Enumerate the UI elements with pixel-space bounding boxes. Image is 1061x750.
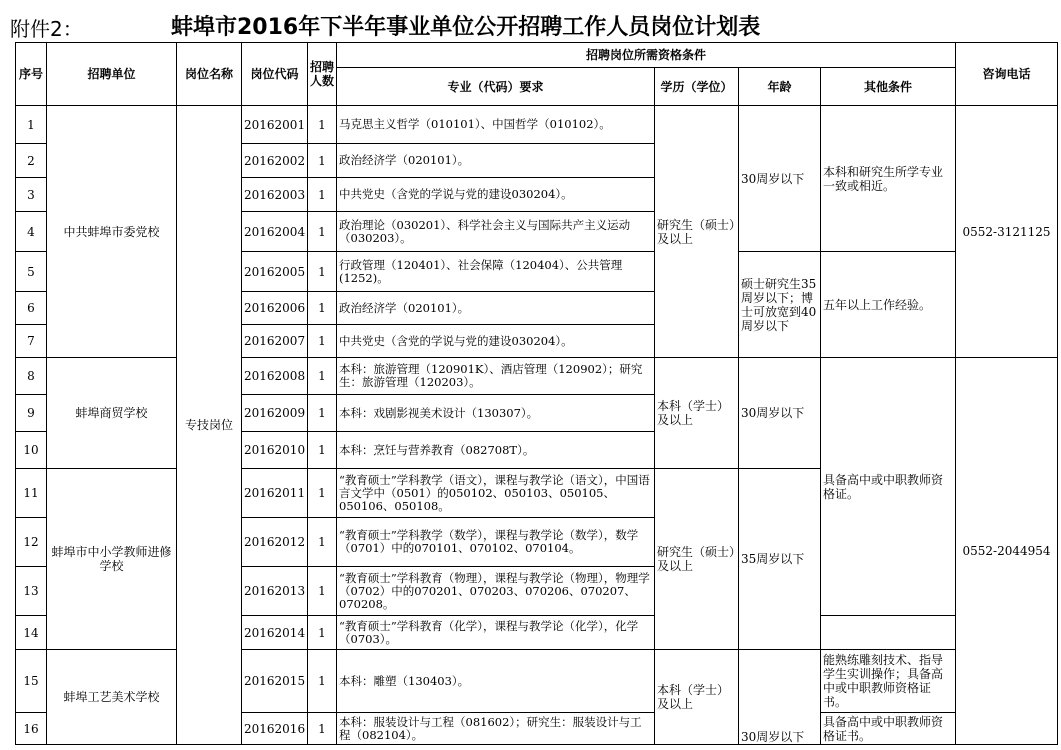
age-cell: 30周岁以下 bbox=[739, 650, 821, 745]
count-cell: 1 bbox=[308, 292, 337, 325]
major-cell: “教育硕士”学科教育（物理），课程与教学论（物理），物理学（0702）中的070201、070203、070206、070207、070208。 bbox=[337, 567, 655, 616]
age-cell: 35周岁以下 bbox=[739, 469, 821, 650]
post-code-cell: 20162008 bbox=[242, 358, 308, 395]
unit-cell: 蚌埠工艺美术学校 bbox=[47, 650, 177, 745]
education-cell: 本科（学士）及以上 bbox=[655, 650, 739, 745]
attachment-label: 附件2： bbox=[10, 17, 83, 41]
post-code-cell: 20162007 bbox=[242, 325, 308, 358]
seq-cell: 16 bbox=[16, 713, 47, 745]
education-cell: 研究生（硕士）及以上 bbox=[655, 469, 739, 650]
post-name-cell: 专技岗位 bbox=[177, 106, 242, 745]
post-code-cell: 20162010 bbox=[242, 432, 308, 469]
count-cell: 1 bbox=[308, 469, 337, 518]
recruitment-table bbox=[15, 42, 1058, 745]
seq-cell: 6 bbox=[16, 292, 47, 325]
header-post-code: 岗位代码 bbox=[242, 43, 308, 106]
table-row bbox=[16, 106, 1058, 144]
count-cell: 1 bbox=[308, 212, 337, 252]
count-cell: 1 bbox=[308, 567, 337, 616]
count-cell: 1 bbox=[308, 713, 337, 745]
count-cell: 1 bbox=[308, 144, 337, 178]
header-other: 其他条件 bbox=[821, 68, 956, 106]
unit-cell: 中共蚌埠市委党校 bbox=[47, 106, 177, 358]
major-cell: 政治经济学（020101）。 bbox=[337, 292, 655, 325]
seq-cell: 1 bbox=[16, 106, 47, 144]
post-code-cell: 20162016 bbox=[242, 713, 308, 745]
table-row bbox=[16, 650, 1058, 713]
post-code-cell: 20162015 bbox=[242, 650, 308, 713]
post-code-cell: 20162013 bbox=[242, 567, 308, 616]
unit-cell: 蚌埠市中小学教师进修学校 bbox=[47, 469, 177, 650]
major-cell: 中共党史（含党的学说与党的建设030204）。 bbox=[337, 178, 655, 212]
seq-cell: 8 bbox=[16, 358, 47, 395]
major-cell: 马克思主义哲学（010101）、中国哲学（010102）。 bbox=[337, 106, 655, 144]
post-code-cell: 20162014 bbox=[242, 616, 308, 650]
header-age: 年龄 bbox=[739, 68, 821, 106]
post-code-cell: 20162003 bbox=[242, 178, 308, 212]
seq-cell: 7 bbox=[16, 325, 47, 358]
seq-cell: 5 bbox=[16, 252, 47, 292]
other-cell: 能熟练雕刻技术、指导学生实训操作；具备高中或中职教师资格证书。 bbox=[821, 650, 956, 713]
count-cell: 1 bbox=[308, 252, 337, 292]
major-cell: 本科：服装设计与工程（081602）；研究生：服装设计与工程（082104）。 bbox=[337, 713, 655, 745]
age-cell: 30周岁以下 bbox=[739, 106, 821, 252]
page-title: 蚌埠市2016年下半年事业单位公开招聘工作人员岗位计划表 bbox=[171, 15, 761, 40]
major-cell: 中共党史（含党的学说与党的建设030204）。 bbox=[337, 325, 655, 358]
seq-cell: 12 bbox=[16, 518, 47, 567]
post-code-cell: 20162011 bbox=[242, 469, 308, 518]
major-cell: “教育硕士”学科教学（语文），课程与教学论（语文），中国语言文学中（0501）的050102、050103、050105、050106、050108。 bbox=[337, 469, 655, 518]
post-code-cell: 20162001 bbox=[242, 106, 308, 144]
post-code-cell: 20162004 bbox=[242, 212, 308, 252]
header-phone: 咨询电话 bbox=[956, 43, 1058, 106]
major-cell: 本科：戏剧影视美术设计（130307）。 bbox=[337, 395, 655, 432]
other-cell: 本科和研究生所学专业一致或相近。 bbox=[821, 106, 956, 252]
header-major: 专业（代码）要求 bbox=[337, 68, 655, 106]
seq-cell: 13 bbox=[16, 567, 47, 616]
count-cell: 1 bbox=[308, 325, 337, 358]
header-seq: 序号 bbox=[16, 43, 47, 106]
major-cell: 本科：雕塑（130403）。 bbox=[337, 650, 655, 713]
other-cell: 五年以上工作经验。 bbox=[821, 252, 956, 358]
header-conditions-group: 招聘岗位所需资格条件 bbox=[337, 43, 956, 68]
header-count: 招聘人数 bbox=[308, 43, 337, 106]
post-code-cell: 20162009 bbox=[242, 395, 308, 432]
major-cell: 政治理论（030201）、科学社会主义与国际共产主义运动（030203）。 bbox=[337, 212, 655, 252]
count-cell: 1 bbox=[308, 106, 337, 144]
major-cell: 政治经济学（020101）。 bbox=[337, 144, 655, 178]
seq-cell: 2 bbox=[16, 144, 47, 178]
other-cell: 具备高中或中职教师资格证。 bbox=[821, 358, 956, 616]
seq-cell: 9 bbox=[16, 395, 47, 432]
header-post-name: 岗位名称 bbox=[177, 43, 242, 106]
seq-cell: 15 bbox=[16, 650, 47, 713]
post-code-cell: 20162012 bbox=[242, 518, 308, 567]
count-cell: 1 bbox=[308, 178, 337, 212]
seq-cell: 10 bbox=[16, 432, 47, 469]
major-cell: “教育硕士”学科教育（化学），课程与教学论（化学），化学（0703）。 bbox=[337, 616, 655, 650]
major-cell: 行政管理（120401）、社会保障（120404）、公共管理(1252)。 bbox=[337, 252, 655, 292]
count-cell: 1 bbox=[308, 432, 337, 469]
post-code-cell: 20162005 bbox=[242, 252, 308, 292]
other-cell: 具备高中或中职教师资格证书。 bbox=[821, 713, 956, 745]
major-cell: 本科：旅游管理（120901K）、酒店管理（120902）；研究生：旅游管理（120203）。 bbox=[337, 358, 655, 395]
age-cell: 硕士研究生35周岁以下；博士可放宽到40周岁以下 bbox=[739, 252, 821, 358]
post-code-cell: 20162006 bbox=[242, 292, 308, 325]
unit-cell: 蚌埠商贸学校 bbox=[47, 358, 177, 469]
education-cell: 本科（学士）及以上 bbox=[655, 358, 739, 469]
seq-cell: 3 bbox=[16, 178, 47, 212]
header-education: 学历（学位） bbox=[655, 68, 739, 106]
seq-cell: 14 bbox=[16, 616, 47, 650]
count-cell: 1 bbox=[308, 650, 337, 713]
major-cell: “教育硕士”学科教学（数学），课程与教学论（数学），数学（0701）中的070101、070102、070104。 bbox=[337, 518, 655, 567]
major-cell: 本科：烹饪与营养教育（082708T）。 bbox=[337, 432, 655, 469]
phone-cell: 0552-2044954 bbox=[956, 358, 1058, 745]
count-cell: 1 bbox=[308, 518, 337, 567]
count-cell: 1 bbox=[308, 358, 337, 395]
count-cell: 1 bbox=[308, 616, 337, 650]
count-cell: 1 bbox=[308, 395, 337, 432]
header-unit: 招聘单位 bbox=[47, 43, 177, 106]
seq-cell: 11 bbox=[16, 469, 47, 518]
phone-cell: 0552-3121125 bbox=[956, 106, 1058, 358]
education-cell: 研究生（硕士）及以上 bbox=[655, 106, 739, 358]
age-cell: 30周岁以下 bbox=[739, 358, 821, 469]
table-row bbox=[16, 358, 1058, 395]
seq-cell: 4 bbox=[16, 212, 47, 252]
post-code-cell: 20162002 bbox=[242, 144, 308, 178]
